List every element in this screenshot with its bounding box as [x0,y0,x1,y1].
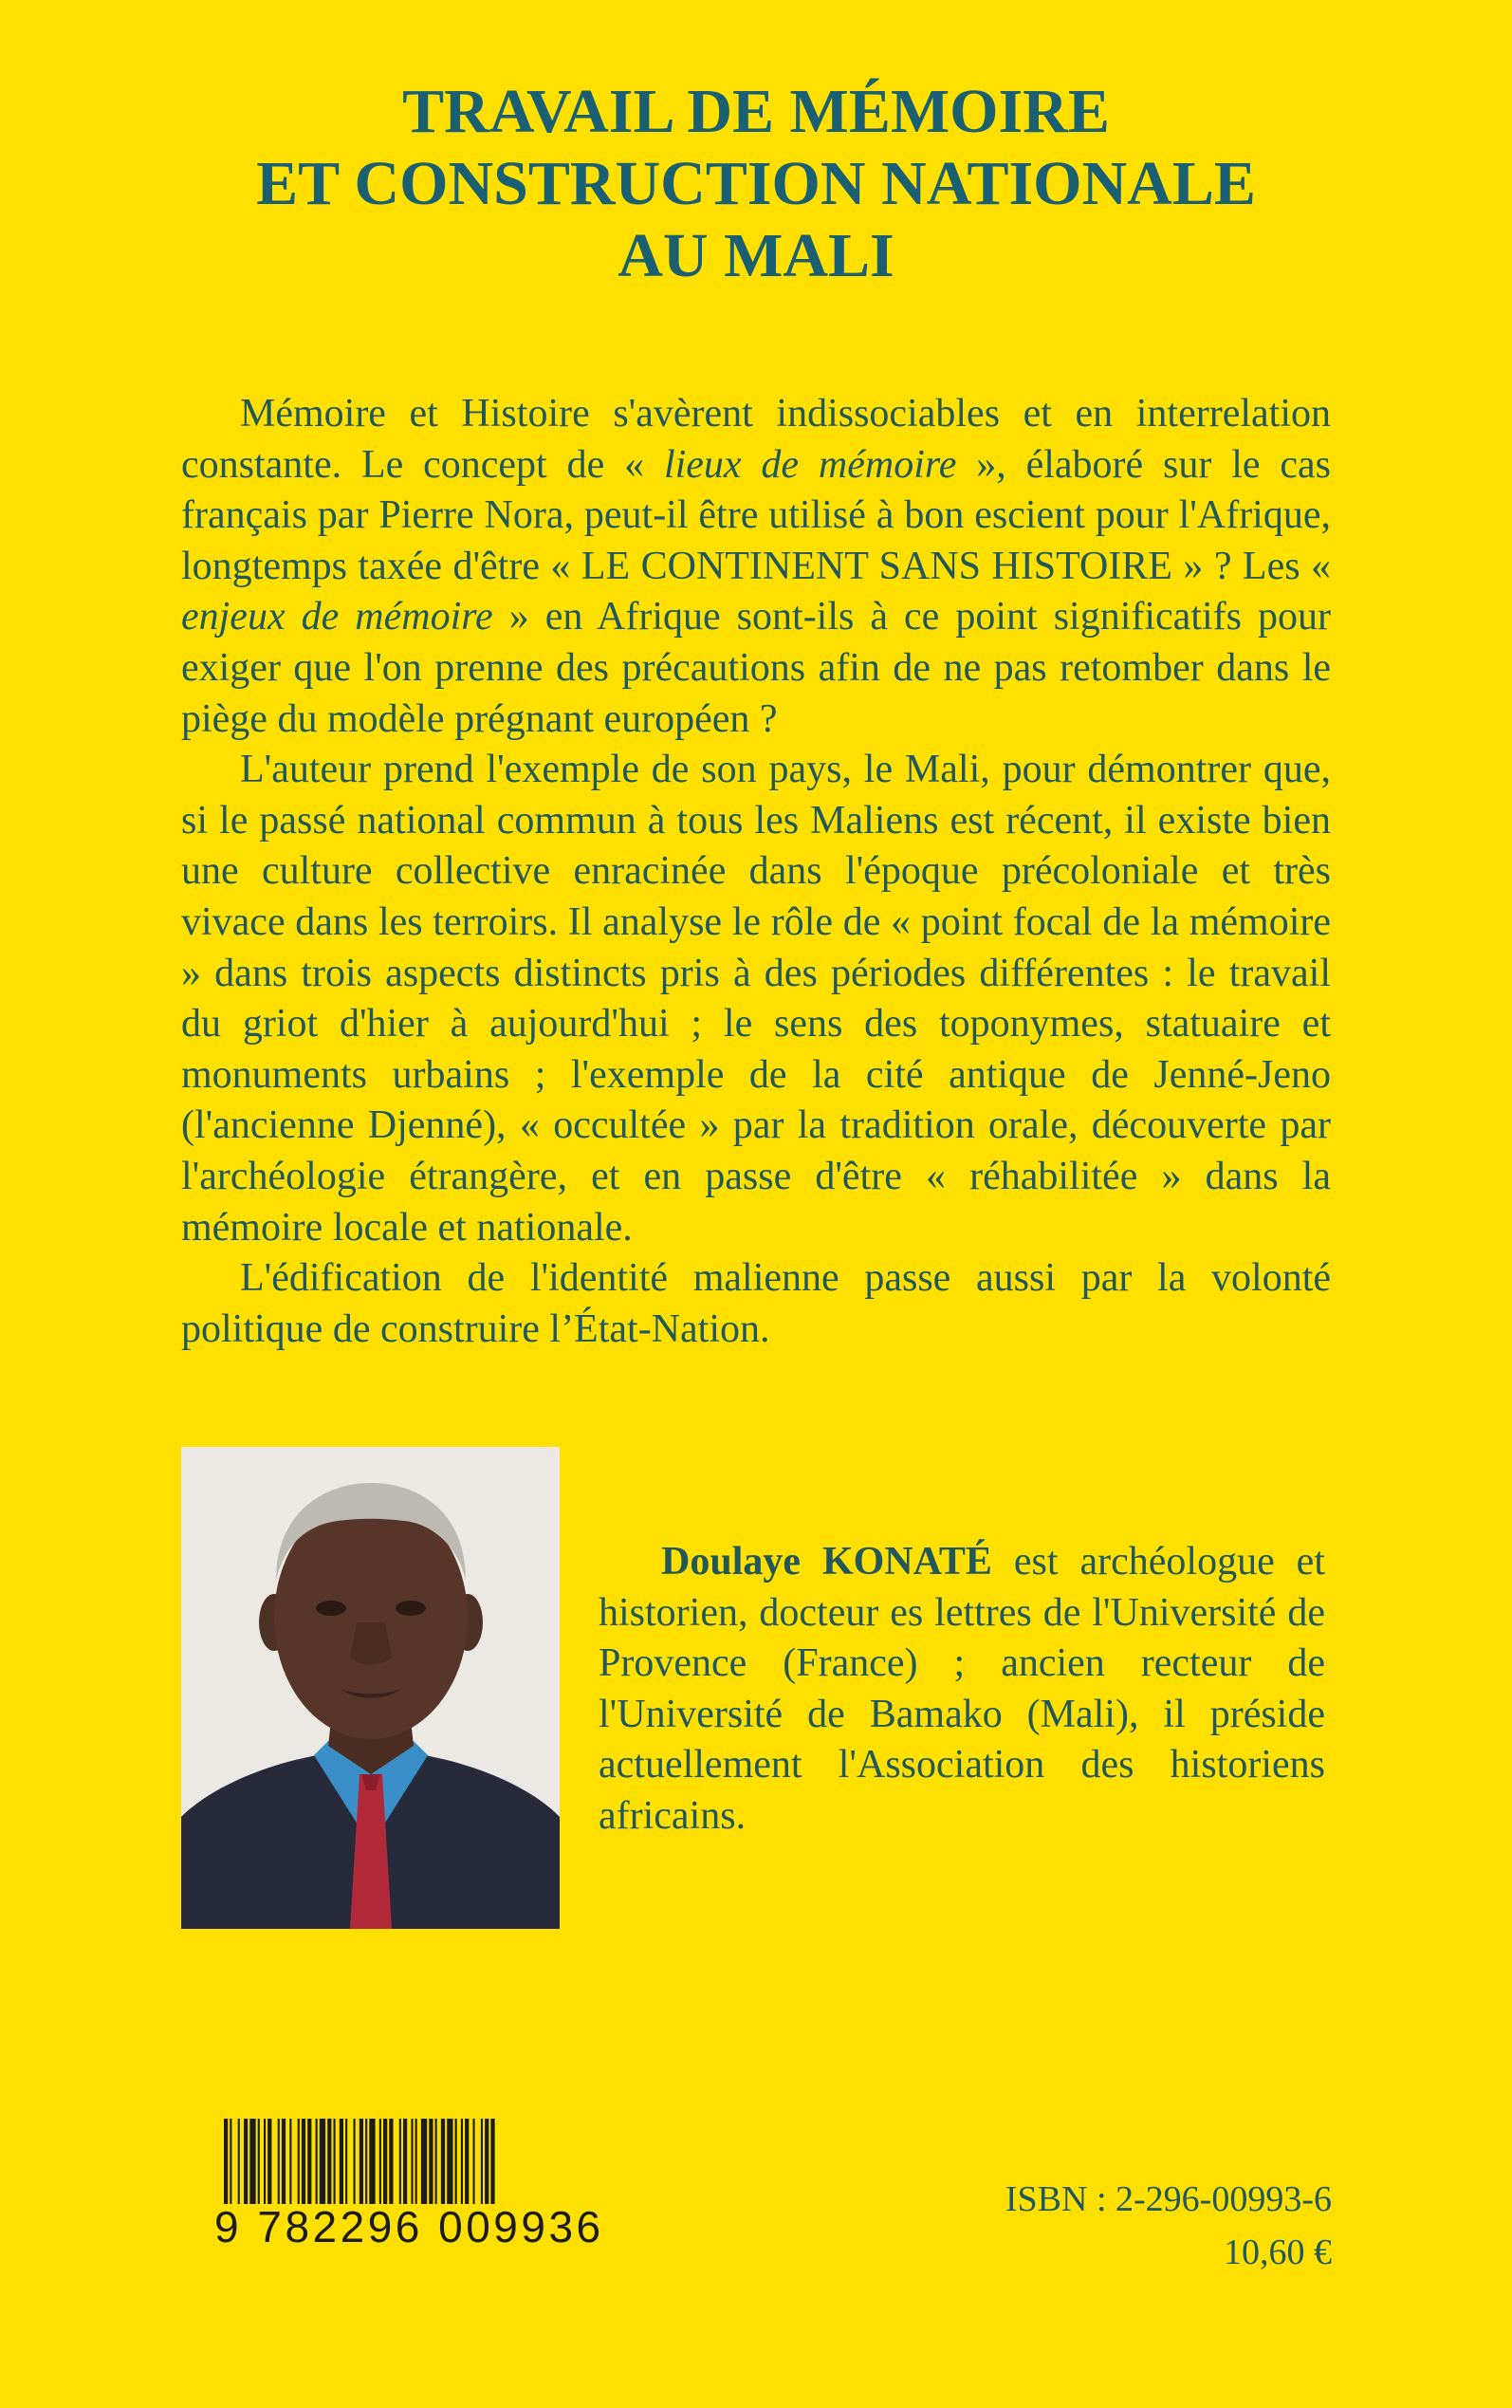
barcode-bar [298,2119,300,2204]
barcode-bar [327,2119,331,2204]
barcode-bar [238,2119,240,2204]
barcode-bar [389,2119,393,2204]
price-label: 10,60 € [1224,2232,1332,2272]
barcode-bar [249,2119,255,2204]
barcode-bar [461,2119,463,2204]
barcode-bar [429,2119,433,2204]
barcode-bar [411,2119,413,2204]
barcode-bar [379,2119,381,2204]
blurb-p1-text-a: Mémoire et Histoire s'avèrent indissociables et en interrelation constante. Le concept de « [181,392,1331,487]
barcode-bar [278,2119,280,2204]
blurb-p1-text-b: », élaboré sur le cas français par Pierre Nora, peut-il être utilisé à bon escient pour l'Afrique, longtemps taxée d'être « LE CONTINENT SANS HISTOIRE » ? Les « [181,442,1331,588]
barcode [214,2119,604,2280]
barcode-bar [264,2119,266,2204]
barcode-bar [415,2119,417,2204]
barcode-bar [354,2119,356,2204]
blurb-paragraph-3: L'édification de l'identité malienne passe aussi par la volonté politique de construire l’État-Nation. [181,1256,1331,1351]
title-line-2: ET CONSTRUCTION NATIONALE [256,149,1256,218]
barcode-bar [365,2119,367,2204]
barcode-bar [244,2119,248,2204]
barcode-bar [369,2119,375,2204]
title-line-3: AU MALI [618,221,894,290]
author-bio-paragraph [599,1537,1325,1843]
barcode-bar [334,2119,336,2204]
barcode-bar [258,2119,260,2204]
barcode-digits: 9 782296 009936 [214,2202,604,2251]
barcode-bar [441,2119,445,2204]
blurb-p1-italic-1: lieux de mémoire [663,442,957,487]
barcode-bar [435,2119,437,2204]
barcode-bar [383,2119,387,2204]
barcode-bar [481,2119,483,2204]
author-bio [599,1537,1325,1843]
isbn-label: ISBN : 2-296-00993-6 [1005,2179,1332,2219]
barcode-bar [340,2119,343,2204]
back-cover-blurb [181,389,1331,1355]
barcode-bar [490,2119,494,2204]
barcode-bars [214,2119,594,2204]
author-photo [181,1447,560,1929]
barcode-bar [447,2119,452,2204]
barcode-bar [320,2119,325,2204]
blurb-p1-italic-2: enjeux de mémoire [181,595,493,639]
barcode-bar [421,2119,427,2204]
barcode-bar [316,2119,318,2204]
blurb-paragraph-2: L'auteur prend l'exemple de son pays, le Mali, pour démontrer que, si le passé national commun à tous les Maliens est récent, il existe bien une culture collective enracinée dans l'époque précoloniale et très vivace dans les terroirs. Il analyse le rôle de « point focal de la mémoire » dans trois aspects distincts pris à des périodes différentes : le travail du griot d'hier à aujourd'hui ; le sens des toponymes, statuaire et monuments urbains ; l'exemple de la cité antique de Jenné-Jeno (l'ancienne Djenné), « occultée » par la tradition orale, découverte par l'archéologie étrangère, et en passe d'être « réhabilitée » dans la mémoire locale et nationale. [181,748,1331,1250]
author-bio-text: est archéologue et historien, docteur es lettres de l'Université de Provence (France) ; ancien recteur de l'Université de Bamako (Mali), il préside actuellement l'Association des historiens africains. [599,1540,1325,1838]
barcode-bar [345,2119,347,2204]
barcode-bar [473,2119,475,2204]
barcode-bar [485,2119,489,2204]
barcode-bar [302,2119,305,2204]
barcode-bar [282,2119,286,2204]
book-title [0,76,1512,292]
barcode-bar [267,2119,271,2204]
barcode-bar [289,2119,291,2204]
author-name: Doulaye KONATÉ [661,1540,992,1584]
barcode-bar [465,2119,469,2204]
barcode-bar [455,2119,457,2204]
barcode-bar [360,2119,363,2204]
author-portrait-image [181,1447,560,1929]
blurb-paragraph-1 [181,389,1331,745]
barcode-bar [403,2119,407,2204]
barcode-bar [399,2119,401,2204]
title-line-1: TRAVAIL DE MÉMOIRE [402,77,1110,146]
blurb-p1-text-c: » en Afrique sont-ils à ce point significatifs pour exiger que l'on prenne des précautions afin de ne pas retomber dans le piège du modèle prégnant européen ? [181,595,1331,741]
barcode-bar [230,2119,231,2204]
barcode-bar [307,2119,311,2204]
barcode-bar [224,2119,228,2204]
